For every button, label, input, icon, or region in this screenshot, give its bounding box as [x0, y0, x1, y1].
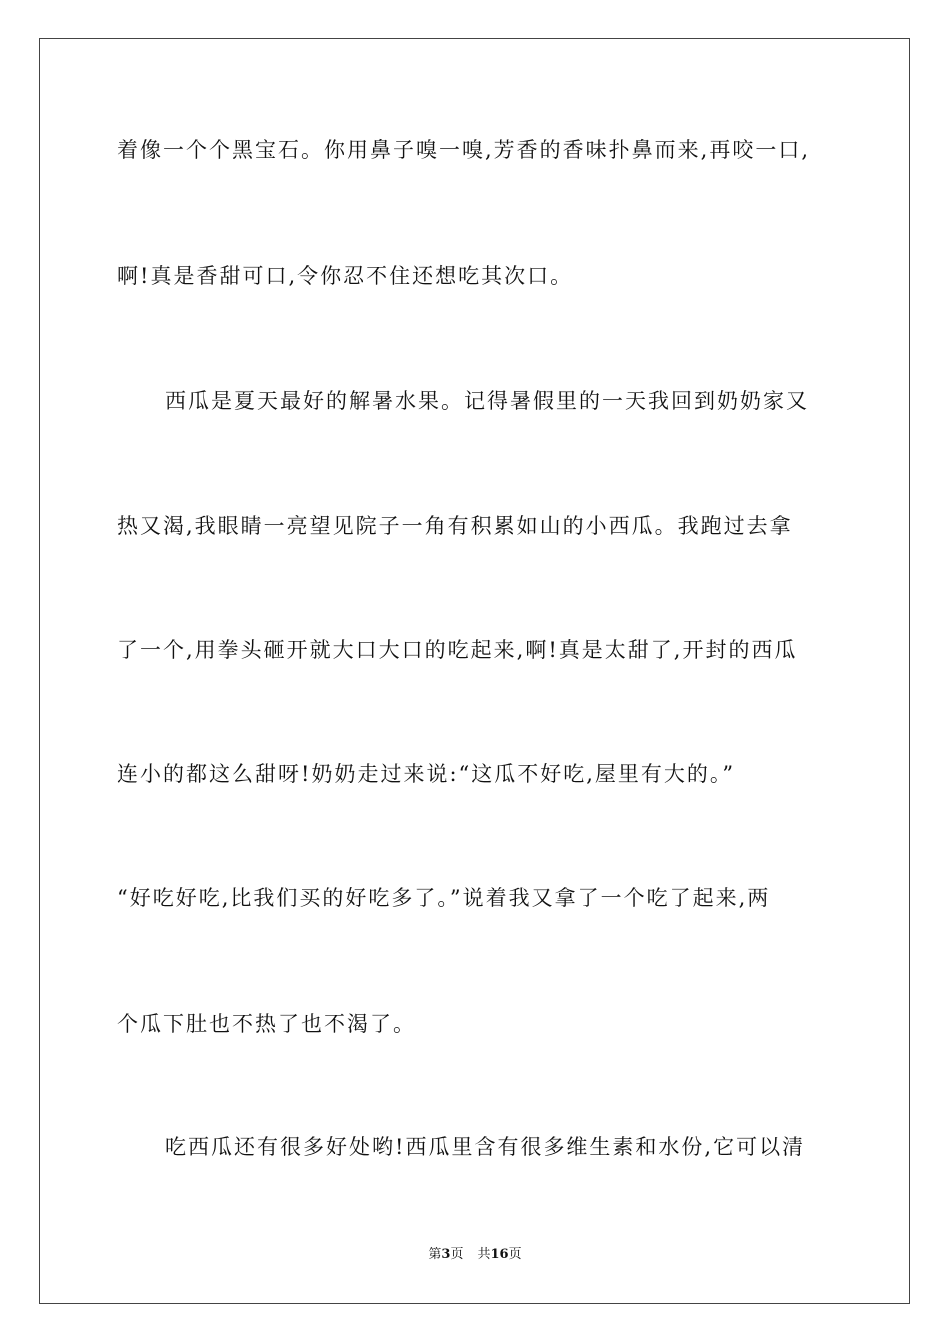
total-label-prefix: 共: [477, 1247, 491, 1262]
page-number: 3: [441, 1247, 451, 1262]
page-footer: [0, 1246, 950, 1264]
paragraph-first-line: 西瓜是夏天最好的解暑水果。记得暑假里的一天我回到奶奶家又: [165, 389, 809, 413]
body-text-line: 了一个,用拳头砸开就大口大口的吃起来,啊!真是太甜了,开封的西瓜: [117, 638, 798, 662]
body-text-line: “好吃好吃,比我们买的好吃多了。”说着我又拿了一个吃了起来,两: [117, 886, 771, 910]
body-text-line: 连小的都这么甜呀!奶奶走过来说:“这瓜不好吃,屋里有大的。”: [117, 762, 736, 786]
total-label-suffix: 页: [508, 1247, 522, 1262]
page-border: [39, 38, 910, 1304]
body-text-line: 热又渴,我眼睛一亮望见院子一角有积累如山的小西瓜。我跑过去拿: [117, 514, 793, 538]
body-text-line: 啊!真是香甜可口,令你忍不住还想吃其次口。: [117, 264, 574, 288]
total-pages: 16: [490, 1247, 509, 1262]
page-label-suffix: 页: [450, 1247, 464, 1262]
page-label-prefix: 第: [428, 1247, 442, 1262]
paragraph-first-line: 吃西瓜还有很多好处哟!西瓜里含有很多维生素和水份,它可以清: [165, 1135, 806, 1159]
body-text-line: 着像一个个黑宝石。你用鼻子嗅一嗅,芳香的香味扑鼻而来,再咬一口,: [117, 138, 811, 162]
body-text-line: 个瓜下肚也不热了也不渴了。: [117, 1012, 416, 1036]
